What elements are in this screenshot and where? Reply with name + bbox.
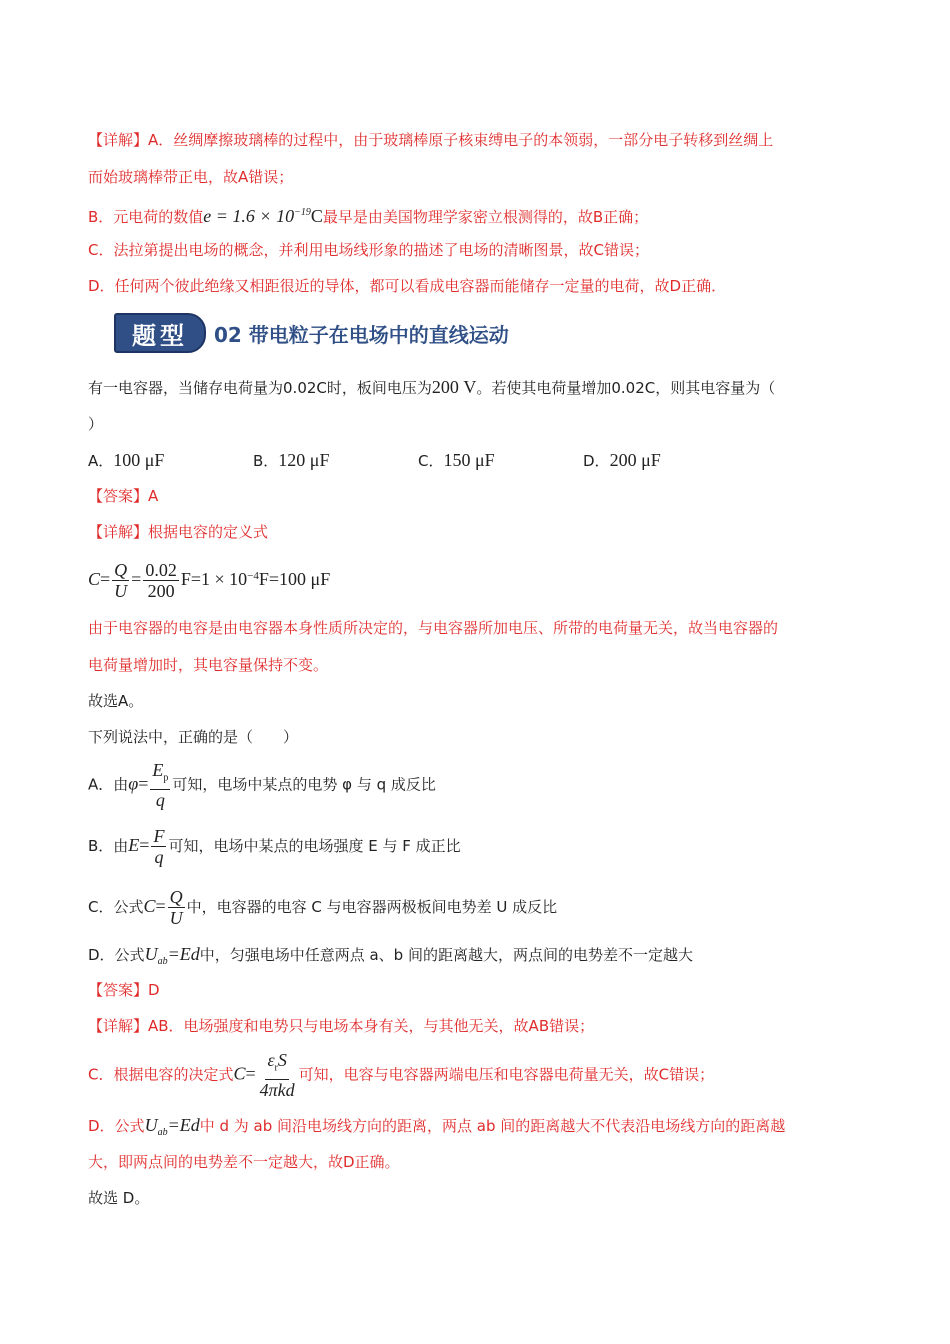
option-prefix: B．由 [88,837,129,855]
q2-answer: 【答案】D [88,981,160,999]
elementary-charge-formula [203,206,323,226]
option-value: 200 μF [609,450,661,470]
fraction-num: F [153,826,165,846]
q1-note-line2: 电荷量增加时，其电容量保持不变。 [88,656,329,674]
q2-option-c[interactable]: C．公式C= $\frac{Q}{U}$ 中，电容器的电容 C 与电容器两极板间电势差 U 成反比 [88,887,558,928]
formula-lhs: φ [128,773,139,794]
q1-options [88,449,848,471]
explain1-d: D．任何两个彼此绝缘又相距很近的导体，都可以看成电容器而能储存一定量的电荷，故D正确． [88,277,727,295]
explain-b-prefix: B．元电荷的数值 [88,208,204,226]
q1-stem-a: 有一电容器，当储存电荷量为0.02C时，板间电压为 [88,379,432,397]
fraction-num: Q [114,560,128,580]
option-letter: C． [418,452,444,470]
q1-option-d[interactable] [583,449,661,472]
q1-stem-b: 。若使其电荷量增加0.02C，则其电容量为（ [476,379,776,397]
fraction-den: U [114,581,128,601]
explain1-b [88,202,648,228]
fraction-num-b: S [277,1050,287,1070]
q2-explain-ab: 【详解】AB．电场强度和电势只与电场本身有关，与其他无关，故AB错误； [88,1017,595,1035]
option-value: 120 μF [278,450,330,470]
formula-lhs: C [88,569,101,589]
formula-lhs: C [233,1063,246,1084]
q2-conclusion: 故选 D。 [88,1189,150,1207]
q1-conclusion: 故选A。 [88,692,144,710]
fraction-ep-over-q [150,760,170,810]
q2-stem: 下列说法中，正确的是（ ） [88,728,299,746]
section-title: 02 带电粒子在电场中的直线运动 [214,322,509,347]
formula-lhs: U [144,1115,158,1135]
option-letter: D． [583,452,610,470]
q2-explain-d-line1 [88,1114,785,1144]
formula-sub: ab [157,956,168,967]
option-value: 100 μF [113,450,165,470]
explain-prefix: D．公式 [88,1117,145,1135]
fraction-num: 0.02 [145,560,177,580]
q1-option-a[interactable] [88,449,164,472]
q1-note-line1: 由于电容器的电容是由电容器本身性质所决定的，与电容器所加电压、所带的电荷量无关，故当电容器的 [88,619,779,637]
fraction-den: q [155,789,165,810]
explain-b-suffix: 最早是由美国物理学家密立根测得的，故B正确； [322,208,649,226]
fraction-values [143,560,179,601]
explain1-c: C．法拉第提出电场的概念，并利用电场线形象的描述了电场的清晰图景，故C错误； [88,241,649,259]
explain1-a-line1 [88,129,773,151]
option-suffix: 可知，电场中某点的电势 φ 与 q 成反比 [172,775,436,794]
formula-lhs: U [144,944,158,964]
fraction-den: 4πkd [259,1079,295,1100]
q1-answer: 【答案】A [88,487,159,505]
fraction-num: E [152,760,164,780]
explain-suffix: 中 d 为 ab 间沿电场线方向的距离，两点 ab 间的距离越大不代表沿电场线方向的距离越 [199,1117,786,1135]
q2-explain-d-line2: 大，即两点间的电势差不一定越大，故D正确。 [88,1153,400,1171]
formula-unit: C [310,206,323,226]
fraction-den: U [169,908,183,928]
option-suffix: 中，电容器的电容 C 与电容器两极板间电势差 U 成反比 [186,898,558,916]
q2-option-d[interactable] [88,943,693,973]
formula-rhs: F=100 μF [258,569,331,589]
option-prefix: C．公式 [88,898,144,916]
option-suffix: 可知，电场中某点的电场强度 E 与 F 成正比 [168,837,461,855]
q1-option-c[interactable] [418,449,495,472]
explain-prefix: C．根据电容的决定式 [88,1065,234,1084]
explain1-a-line2: 而始玻璃棒带正电，故A错误； [88,168,294,186]
option-value: 150 μF [443,450,495,470]
option-prefix: D．公式 [88,946,145,964]
explain-label: 【详解】 [88,131,149,149]
q2-option-a[interactable]: A．由φ= $\frac{E_p}{q}$ 可知，电场中某点的电势 φ 与 q 成反比 [88,760,436,810]
section-banner [114,313,509,353]
q1-explain-label: 【详解】根据电容的定义式 [88,523,269,541]
explain-a-text: A．丝绸摩擦玻璃棒的过程中，由于玻璃棒原子核束缚电子的本领弱，一部分电子转移到丝绸上 [148,131,774,149]
option-suffix: 中，匀强电场中任意两点 a、b 间的距离越大，两点间的电势差不一定越大 [199,946,693,964]
q1-voltage: 200 V [431,377,477,397]
formula-exp: −19 [294,207,311,218]
formula-lhs: C [143,896,156,916]
q1-stem-close: ） [88,415,104,433]
q1-option-b[interactable] [253,449,329,472]
section-badge: 题型 [114,313,206,353]
explain-suffix: 可知，电容与电容器两端电压和电容器电荷量无关，故C错误； [298,1065,715,1084]
fraction-num-sub: r [274,1062,278,1074]
q1-stem [88,376,775,399]
q2-option-b[interactable]: B．由E= $\frac{F}{q}$ 可知，电场中某点的电场强度 E 与 F 成正比 [88,826,461,867]
fraction-q-over-u [168,887,185,928]
formula-sub: ab [157,1127,168,1138]
fraction-q-over-u [112,560,129,601]
option-letter: B． [253,452,279,470]
option-letter: A． [88,452,114,470]
fraction-num-a: ε [267,1050,275,1070]
fraction-den: 200 [147,581,175,601]
fraction-capacitance [258,1050,297,1100]
formula-lhs: E [128,835,140,855]
q2-explain-c: C．根据电容的决定式C= $\frac{\varepsilon_rS}{\text{4πkd}}$ 可知，电容与电容器两端电压和电容器电荷量无关，故C错误； [88,1050,715,1100]
formula-mid: F=1 × 10 [180,569,248,589]
fraction-num-sub: p [163,772,169,784]
formula-rhs: =Ed [167,1115,200,1135]
formula-rhs: =Ed [167,944,200,964]
option-prefix: A．由 [88,775,129,794]
q1-capacitance-formula: C= $\frac{Q}{U}$ = $\frac{0.02}{200}$ $F=1 \times 10^{-4}F=100$ μF [88,560,331,601]
formula-base: e = 1.6 × 10 [203,206,295,226]
fraction-num: Q [169,887,183,907]
fraction-den: q [154,847,164,867]
formula-exp: −4 [247,570,259,582]
fraction-f-over-q [151,826,166,867]
